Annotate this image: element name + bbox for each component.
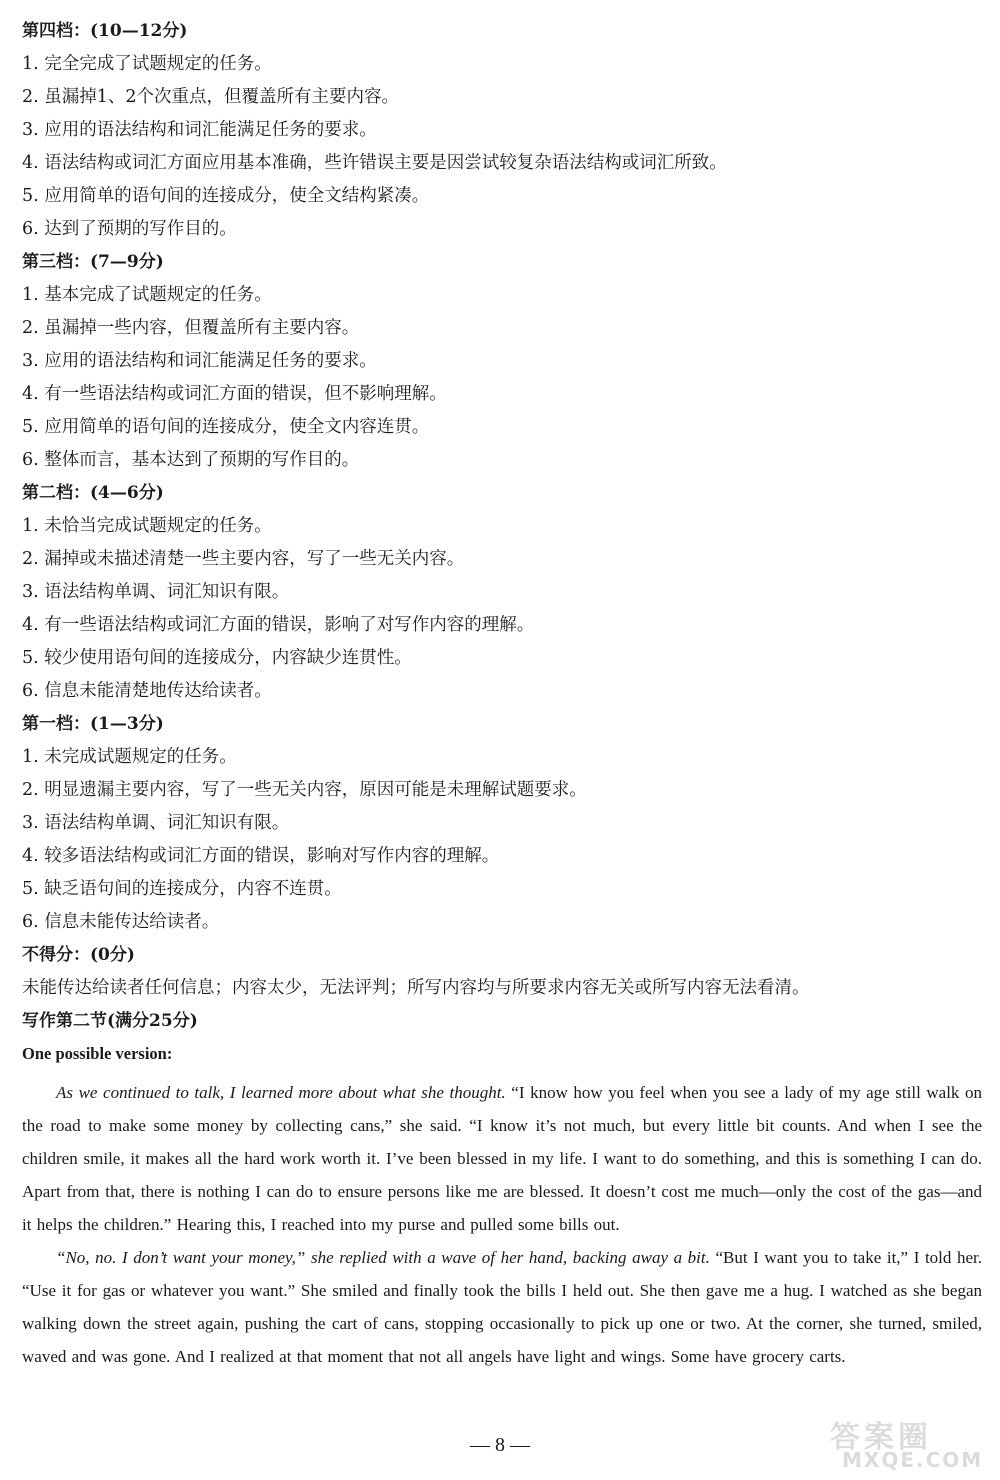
list-item: 4. 有一些语法结构或词汇方面的错误，但不影响理解。 — [22, 384, 447, 404]
list-item: 5. 应用简单的语句间的连接成分，使全文结构紧凑。 — [22, 186, 430, 206]
level-4-title: 第四档：(10—12分) — [22, 21, 188, 41]
list-item: 6. 达到了预期的写作目的。 — [22, 219, 237, 239]
zero-score-text: 未能传达给读者任何信息；内容太少，无法评判；所写内容均与所要求内容无关或所写内容无法看清。 — [22, 978, 810, 998]
list-item: 1. 未恰当完成试题规定的任务。 — [22, 516, 272, 536]
watermark-en: MXQE.COM — [842, 1448, 984, 1472]
list-item: 3. 应用的语法结构和词汇能满足任务的要求。 — [22, 120, 377, 140]
list-item: 4. 较多语法结构或词汇方面的错误，影响对写作内容的理解。 — [22, 846, 500, 866]
essay-paragraph-1 — [22, 1076, 982, 1241]
list-item: 6. 信息未能传达给读者。 — [22, 912, 220, 932]
list-item: 6. 信息未能清楚地传达给读者。 — [22, 681, 272, 701]
watermark-logo — [822, 1412, 992, 1474]
list-item: 3. 应用的语法结构和词汇能满足任务的要求。 — [22, 351, 377, 371]
list-item: 6. 整体而言，基本达到了预期的写作目的。 — [22, 450, 360, 470]
level-3-title: 第三档：(7—9分) — [22, 252, 164, 272]
list-item: 5. 应用简单的语句间的连接成分，使全文内容连贯。 — [22, 417, 430, 437]
essay-p2-start: “No, no. I don’t want your money,” — [56, 1248, 311, 1267]
essay-p2-text: “But I want you to take it,” I told her. “Use it for gas or whatever you want.” She smiled and finally took the bills I held out. She then gave me a hug. I watched as she began walking down the street again, pushing the cart of cans, stopping occasionally to pick up one or two. At the corner, she turned, smiled, waved and was gone. And I realized at that moment that not all angels have light and wings. Some have grocery carts. — [22, 1248, 982, 1366]
list-item: 2. 明显遗漏主要内容，写了一些无关内容，原因可能是未理解试题要求。 — [22, 780, 587, 800]
level-4-section — [22, 20, 982, 251]
level-3-section — [22, 251, 982, 482]
list-item: 3. 语法结构单调、词汇知识有限。 — [22, 813, 290, 833]
list-item: 5. 较少使用语句间的连接成分，内容缺少连贯性。 — [22, 648, 412, 668]
level-1-section — [22, 713, 982, 944]
essay-paragraph-2 — [22, 1241, 982, 1373]
list-item: 3. 语法结构单调、词汇知识有限。 — [22, 582, 290, 602]
zero-score-title: 不得分：(0分) — [22, 945, 135, 965]
zero-score-section — [22, 944, 982, 1010]
essay-p1-italic: As we continued to talk, I learned more about what she thought. — [56, 1083, 506, 1102]
list-item: 1. 未完成试题规定的任务。 — [22, 747, 237, 767]
essay-p1-text: “I know how you feel when you see a lady of my age still walk on the road to make some money by collecting cans,” she said. “I know it’s not much, but every little bit counts. And when I see the children smile, it makes all the hard work worth it. I’ve been blessed in my life. I want to do something, and this is something I can do. Apart from that, there is nothing I can do to ensure persons like me are blessed. It doesn’t cost me much—only the cost of the gas—and it helps the children.” Hearing this, I reached into my purse and pulled some bills out. — [22, 1083, 982, 1234]
version-label: One possible version: — [22, 1044, 173, 1063]
writing-section-2 — [22, 1010, 982, 1373]
page-number: — 8 — — [470, 1434, 530, 1456]
list-item: 1. 完全完成了试题规定的任务。 — [22, 54, 272, 74]
list-item: 2. 漏掉或未描述清楚一些主要内容，写了一些无关内容。 — [22, 549, 465, 569]
list-item: 2. 虽漏掉1、2个次重点，但覆盖所有主要内容。 — [22, 87, 400, 107]
list-item: 4. 有一些语法结构或词汇方面的错误，影响了对写作内容的理解。 — [22, 615, 535, 635]
section-2-title: 写作第二节(满分25分) — [22, 1011, 198, 1031]
list-item: 1. 基本完成了试题规定的任务。 — [22, 285, 272, 305]
watermark-cn: 答案圈 — [830, 1420, 932, 1455]
list-item: 4. 语法结构或词汇方面应用基本准确，些许错误主要是因尝试较复杂语法结构或词汇所致。 — [22, 153, 727, 173]
list-item: 2. 虽漏掉一些内容，但覆盖所有主要内容。 — [22, 318, 360, 338]
page-content — [22, 20, 982, 1373]
level-2-title: 第二档：(4—6分) — [22, 483, 164, 503]
list-item: 5. 缺乏语句间的连接成分，内容不连贯。 — [22, 879, 342, 899]
level-2-section — [22, 482, 982, 713]
level-1-title: 第一档：(1—3分) — [22, 714, 164, 734]
essay-p2-italic: she replied with a wave of her hand, backing away a bit. — [310, 1248, 710, 1267]
